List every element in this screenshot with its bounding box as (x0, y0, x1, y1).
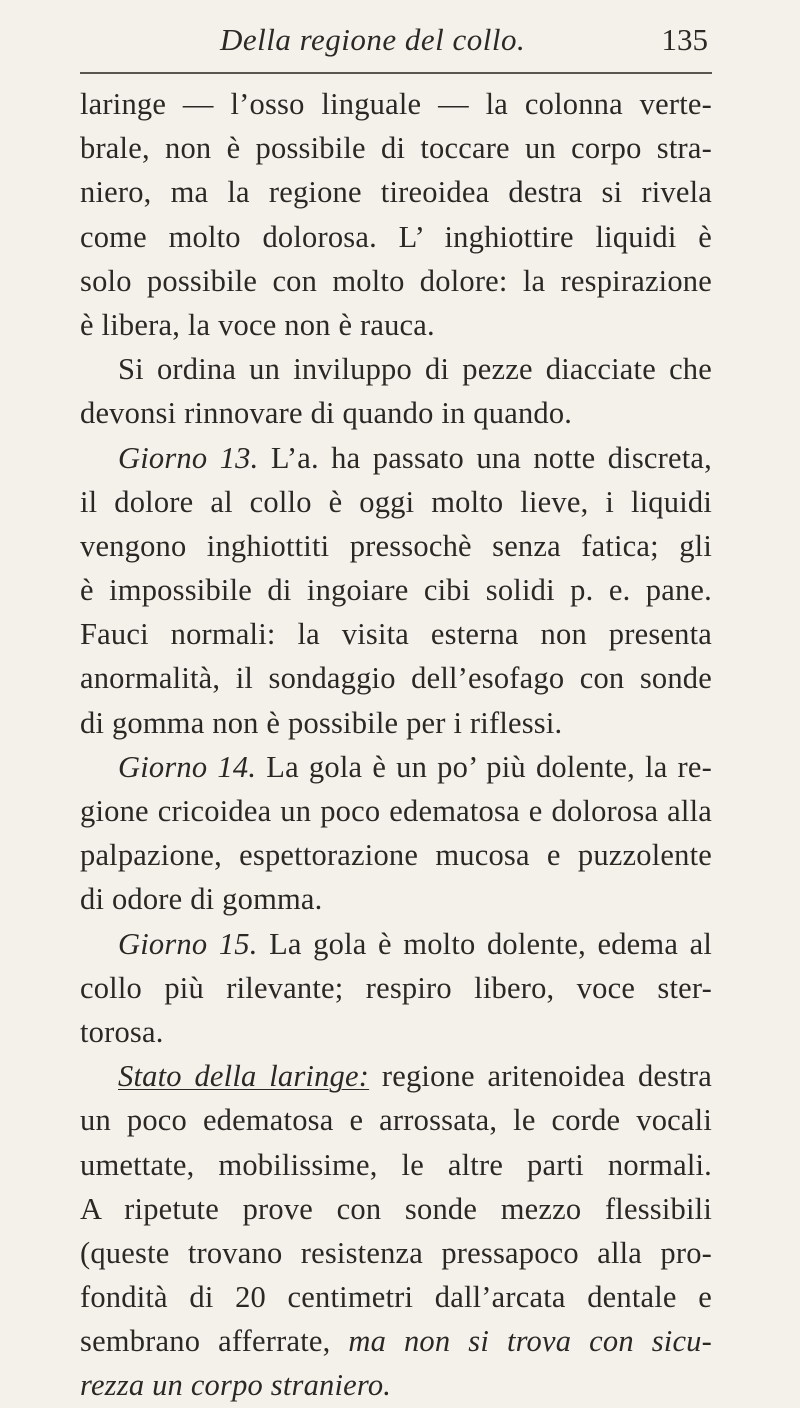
text-line: è libera, la voce non è rauca. (80, 307, 435, 342)
text-line: di odore di gomma. (80, 882, 323, 917)
text-line: (queste trovano resistenza pressapoco alla pro- (80, 1235, 712, 1270)
text-line: niero, ma la regione tireoidea destra si rivela (80, 175, 712, 210)
text-line: Giorno 15. La gola è molto dolente, edema al (118, 926, 712, 961)
text-line: Fauci normali: la visita esterna non presenta (80, 617, 712, 652)
text-line: il dolore al collo è oggi molto lieve, i liquidi (80, 484, 712, 519)
text-line: Si ordina un inviluppo di pezze diacciate che (118, 352, 712, 387)
page-header (80, 22, 712, 64)
day-heading: Giorno 13. (118, 440, 259, 475)
text-line: collo più rilevante; respiro libero, voce ster- (80, 970, 712, 1005)
text-line: Giorno 13. L’a. ha passato una notte discreta, (118, 440, 712, 475)
running-title: Della regione del collo. (220, 22, 526, 57)
text-line: Giorno 14. La gola è un po’ più dolente, la re- (118, 749, 712, 784)
text-line: devonsi rinnovare di quando in quando. (80, 396, 573, 431)
emphasis-text: ma non si trova con sicu- (348, 1324, 712, 1359)
body-text (80, 82, 712, 1408)
section-heading: Stato della laringe: (118, 1059, 370, 1094)
day-heading: Giorno 15. (118, 926, 258, 961)
text-line: sembrano afferrate, ma non si trova con sicu- (80, 1324, 712, 1359)
text-line: Stato della laringe: regione aritenoidea destra (118, 1059, 712, 1094)
text-line: solo possibile con molto dolore: la respirazione (80, 263, 712, 298)
text-line: A ripetute prove con sonde mezzo flessibili (80, 1191, 712, 1226)
text-line: anormalità, il sondaggio dell’esofago con sonde (80, 661, 712, 696)
text-line: di gomma non è possibile per i riflessi. (80, 705, 563, 740)
text-line: vengono inghiottiti pressochè senza fatica; gli (80, 528, 712, 563)
text-line: gione cricoidea un poco edematosa e dolorosa alla (80, 794, 712, 828)
text-line: come molto dolorosa. L’ inghiottire liquidi è (80, 219, 712, 254)
text-line: rezza un corpo straniero. (80, 1368, 392, 1403)
text-line: fondità di 20 centimetri dall’arcata dentale e (80, 1280, 712, 1315)
text-line: palpazione, espettorazione mucosa e puzzolente (80, 838, 712, 873)
text-line: un poco edematosa e arrossata, le corde vocali (80, 1103, 712, 1138)
text-line: umettate, mobilissime, le altre parti normali. (80, 1147, 712, 1182)
text-line: è impossibile di ingoiare cibi solidi p. e. pane. (80, 573, 712, 608)
text-line: torosa. (80, 1014, 164, 1049)
day-heading: Giorno 14. (118, 749, 257, 784)
text-line: brale, non è possibile di toccare un corpo stra- (80, 131, 712, 166)
page-number: 135 (661, 22, 708, 57)
header-rule (80, 72, 712, 74)
text-line: laringe — l’osso linguale — la colonna verte- (80, 87, 712, 121)
